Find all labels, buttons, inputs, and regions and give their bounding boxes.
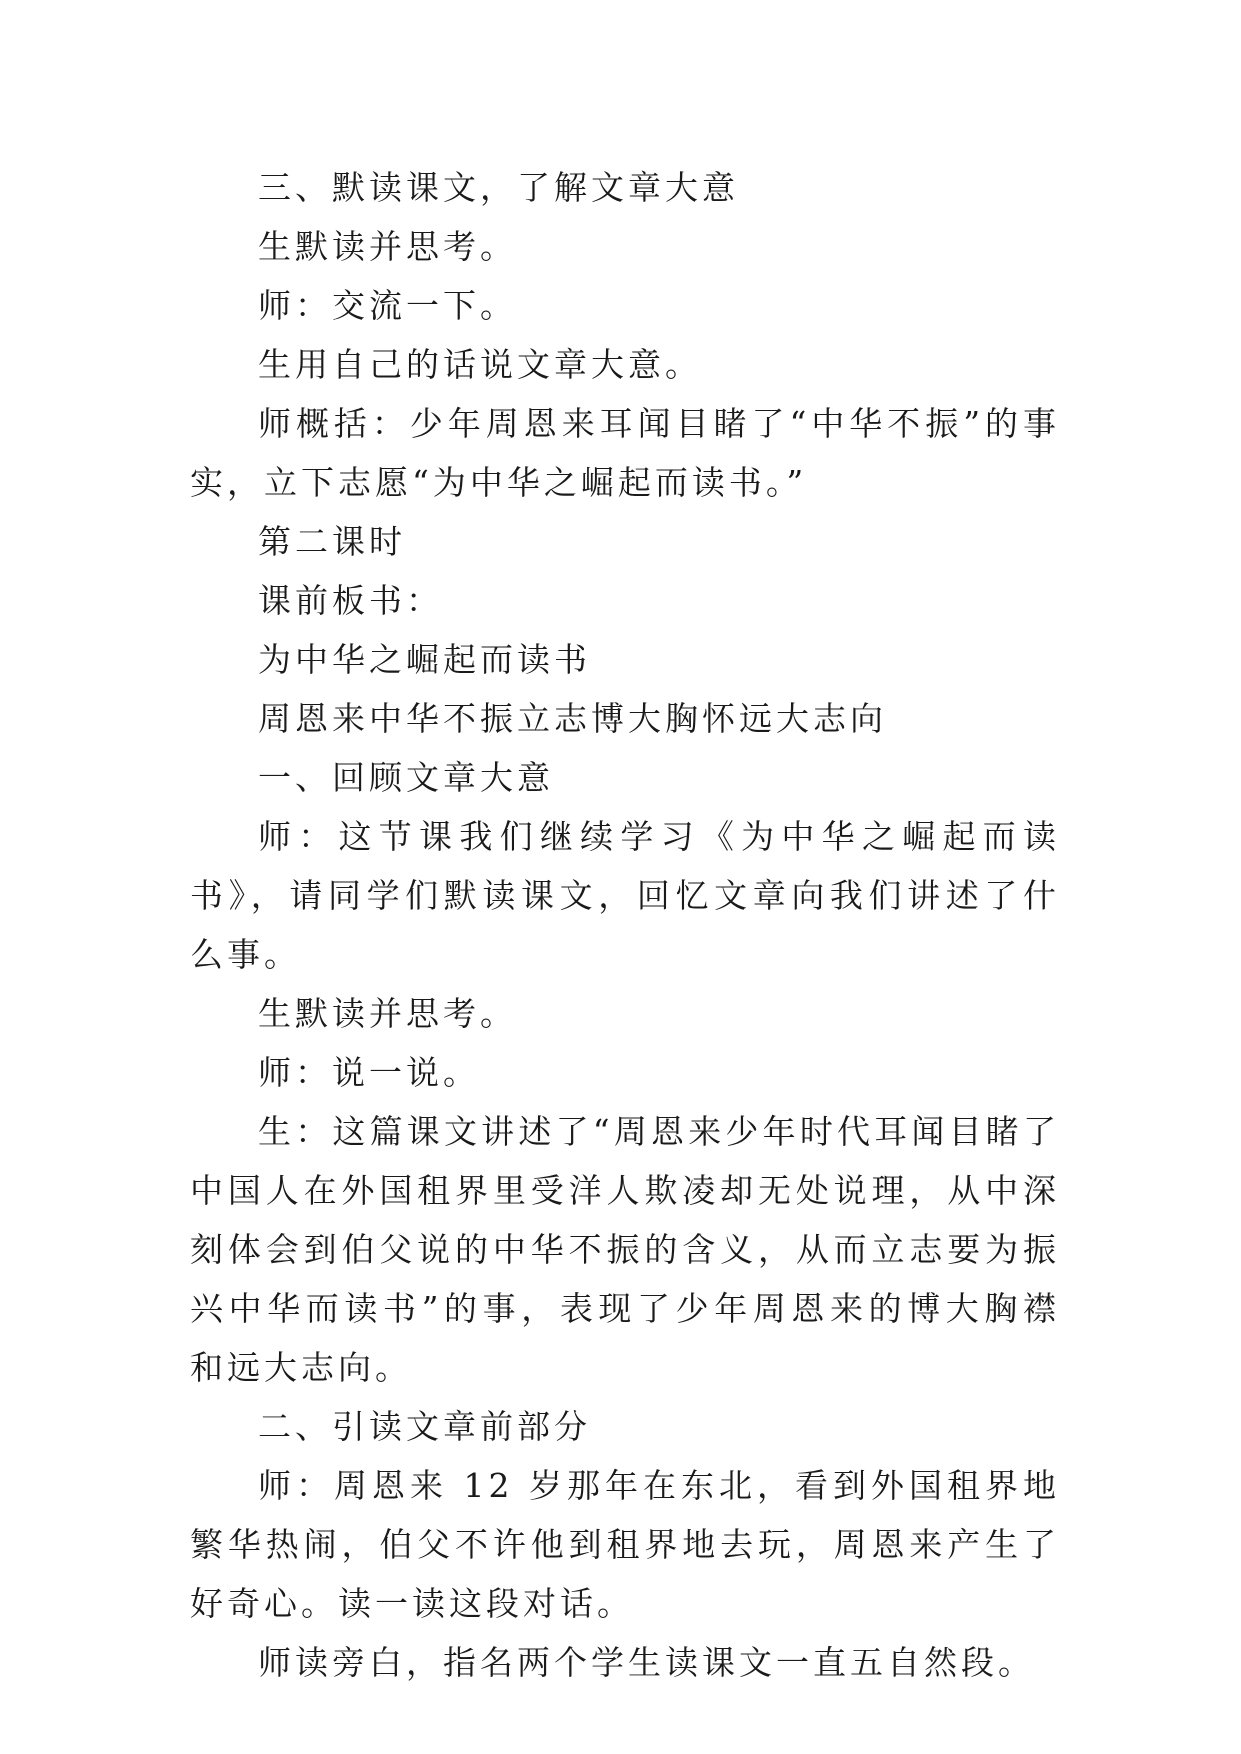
section-heading-second-lesson: 第二课时 [258, 522, 406, 561]
paragraph-blackboard-keywords: 周恩来中华不振立志博大胸怀远大志向 [258, 699, 887, 738]
paragraph-teacher-context: 师：周恩来 12 岁那年在东北，看到外国租界地繁华热闹，伯父不许他到租界地去玩，周恩来产生了好奇心。读一读这段对话。 [190, 1466, 1060, 1623]
paragraph-teacher-prompt: 师：说一说。 [258, 1053, 480, 1092]
paragraph-blackboard-title: 为中华之崛起而读书 [258, 640, 591, 679]
paragraph-teacher-discuss: 师：交流一下。 [258, 286, 517, 325]
document-body [190, 158, 1060, 1692]
section-heading-guided-reading: 二、引读文章前部分 [258, 1407, 591, 1446]
paragraph-student-silent-reading: 生默读并思考。 [258, 227, 517, 266]
section-heading-review: 一、回顾文章大意 [258, 758, 554, 797]
paragraph-student-silent-reading-2: 生默读并思考。 [258, 994, 517, 1033]
paragraph-student-summary: 生用自己的话说文章大意。 [258, 345, 702, 384]
paragraph-student-answer: 生：这篇课文讲述了“周恩来少年时代耳闻目睹了中国人在外国租界里受洋人欺凌却无处说理，从中深刻体会到伯父说的中华不振的含义，从而立志要为振兴中华而读书”的事，表现了少年周恩来的博大胸襟和远大志向。 [190, 1112, 1060, 1387]
paragraph-teacher-conclusion: 师概括：少年周恩来耳闻目睹了“中华不振”的事实，立下志愿“为中华之崛起而读书。” [190, 404, 1060, 502]
paragraph-teacher-intro: 师：这节课我们继续学习《为中华之崛起而读书》，请同学们默读课文，回忆文章向我们讲述了什么事。 [190, 817, 1060, 974]
paragraph-blackboard-label: 课前板书： [258, 581, 443, 620]
section-heading-silent-reading: 三、默读课文，了解文章大意 [258, 168, 739, 207]
paragraph-teacher-reading: 师读旁白，指名两个学生读课文一直五自然段。 [258, 1643, 1035, 1682]
